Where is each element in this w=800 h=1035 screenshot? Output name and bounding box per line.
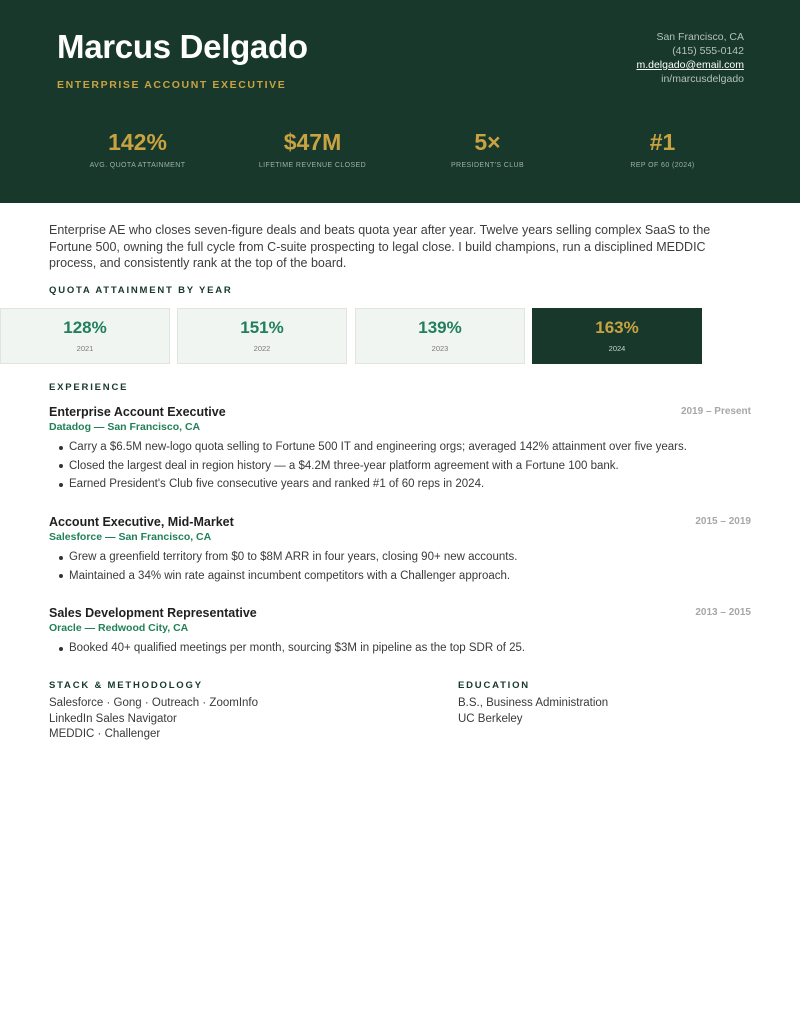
bullet-item: Grew a greenfield territory from $0 to $8M ARR in four years, closing 90+ new accounts. xyxy=(49,548,751,567)
quota-section-title: QUOTA ATTAINMENT BY YEAR xyxy=(49,285,233,296)
bullet-item: Maintained a 34% win rate against incumbent competitors with a Challenger approach. xyxy=(49,567,751,586)
contact-location: San Francisco, CA xyxy=(656,31,744,43)
job-entry xyxy=(49,404,751,494)
education-list xyxy=(458,696,608,727)
stack-line: Salesforce · Gong · Outreach · ZoomInfo xyxy=(49,697,259,709)
stat-value: $47M xyxy=(283,129,342,155)
job-company: Oracle — Redwood City, CA xyxy=(49,622,189,634)
stat-item xyxy=(575,128,750,169)
contact-linkedin: in/marcusdelgado xyxy=(661,73,744,85)
summary-paragraph: Enterprise AE who closes seven-figure deals and beats quota year after year. Twelve years selling complex SaaS to the Fortune 500, owning the full cycle from C-suite prospecting to legal close. I build champions, run a disciplined MEDDIC process, and consistently rank at the top of the board. xyxy=(49,223,711,270)
quota-card-2024 xyxy=(532,308,702,364)
candidate-role: ENTERPRISE ACCOUNT EXECUTIVE xyxy=(57,79,287,91)
bullet-item: Earned President's Club five consecutive years and ranked #1 of 60 reps in 2024. xyxy=(49,475,751,494)
job-entry xyxy=(49,514,751,585)
stat-value: 142% xyxy=(108,129,167,155)
stat-label: AVG. QUOTA ATTAINMENT xyxy=(89,162,186,169)
quota-card-2022 xyxy=(177,308,347,364)
education-section-title: EDUCATION xyxy=(458,680,530,691)
contact-phone: (415) 555-0142 xyxy=(672,45,744,57)
bullet-item: Booked 40+ qualified meetings per month, sourcing $3M in pipeline as the top SDR of 25. xyxy=(49,639,751,658)
job-title: Enterprise Account Executive xyxy=(49,405,226,419)
stat-item xyxy=(50,128,225,169)
stat-label: LIFETIME REVENUE CLOSED xyxy=(258,162,367,169)
quota-year: 2022 xyxy=(253,344,271,353)
job-dates: 2019 – Present xyxy=(680,406,751,417)
quota-year: 2024 xyxy=(608,344,626,353)
resume-header xyxy=(0,0,800,203)
stack-line: LinkedIn Sales Navigator xyxy=(49,712,177,725)
stack-line: MEDDIC · Challenger xyxy=(49,728,161,740)
job-bullets xyxy=(49,438,751,494)
quota-card-2023 xyxy=(355,308,525,364)
quota-value: 128% xyxy=(63,318,107,337)
stack-list xyxy=(49,696,258,743)
experience-section-title: EXPERIENCE xyxy=(49,382,129,393)
quota-year: 2023 xyxy=(431,344,449,353)
candidate-name: Marcus Delgado xyxy=(57,28,308,65)
job-dates: 2015 – 2019 xyxy=(695,516,751,527)
stat-value: #1 xyxy=(649,129,676,155)
quota-value: 139% xyxy=(418,318,462,337)
stat-item xyxy=(225,128,400,169)
job-bullets xyxy=(49,639,751,658)
quota-value: 151% xyxy=(240,318,284,337)
stat-label: REP OF 60 (2024) xyxy=(630,162,695,169)
job-title: Account Executive, Mid-Market xyxy=(49,515,234,529)
bullet-item: Carry a $6.5M new-logo quota selling to Fortune 500 IT and engineering orgs; averaged 142% attainment over five years. xyxy=(49,438,751,457)
job-company: Datadog — San Francisco, CA xyxy=(49,421,201,433)
contact-email-link[interactable]: m.delgado@email.com xyxy=(636,59,744,71)
stat-label: PRESIDENT'S CLUB xyxy=(450,162,525,169)
job-dates: 2013 – 2015 xyxy=(695,607,751,618)
quota-year: 2021 xyxy=(76,344,94,353)
education-degree: B.S., Business Administration xyxy=(458,697,609,709)
stat-item xyxy=(400,128,575,169)
headline-stats xyxy=(50,128,750,178)
job-bullets xyxy=(49,548,751,585)
stack-section-title: STACK & METHODOLOGY xyxy=(49,680,203,691)
education-school: UC Berkeley xyxy=(458,712,523,725)
job-title: Sales Development Representative xyxy=(49,606,257,620)
bullet-item: Closed the largest deal in region history — a $4.2M three-year platform agreement with a Fortune 100 bank. xyxy=(49,457,751,476)
contact-block xyxy=(636,30,744,86)
quota-card-2021 xyxy=(0,308,170,364)
stat-value: 5× xyxy=(474,129,501,155)
job-company: Salesforce — San Francisco, CA xyxy=(49,531,212,543)
job-entry xyxy=(49,605,751,658)
quota-value: 163% xyxy=(595,318,639,337)
